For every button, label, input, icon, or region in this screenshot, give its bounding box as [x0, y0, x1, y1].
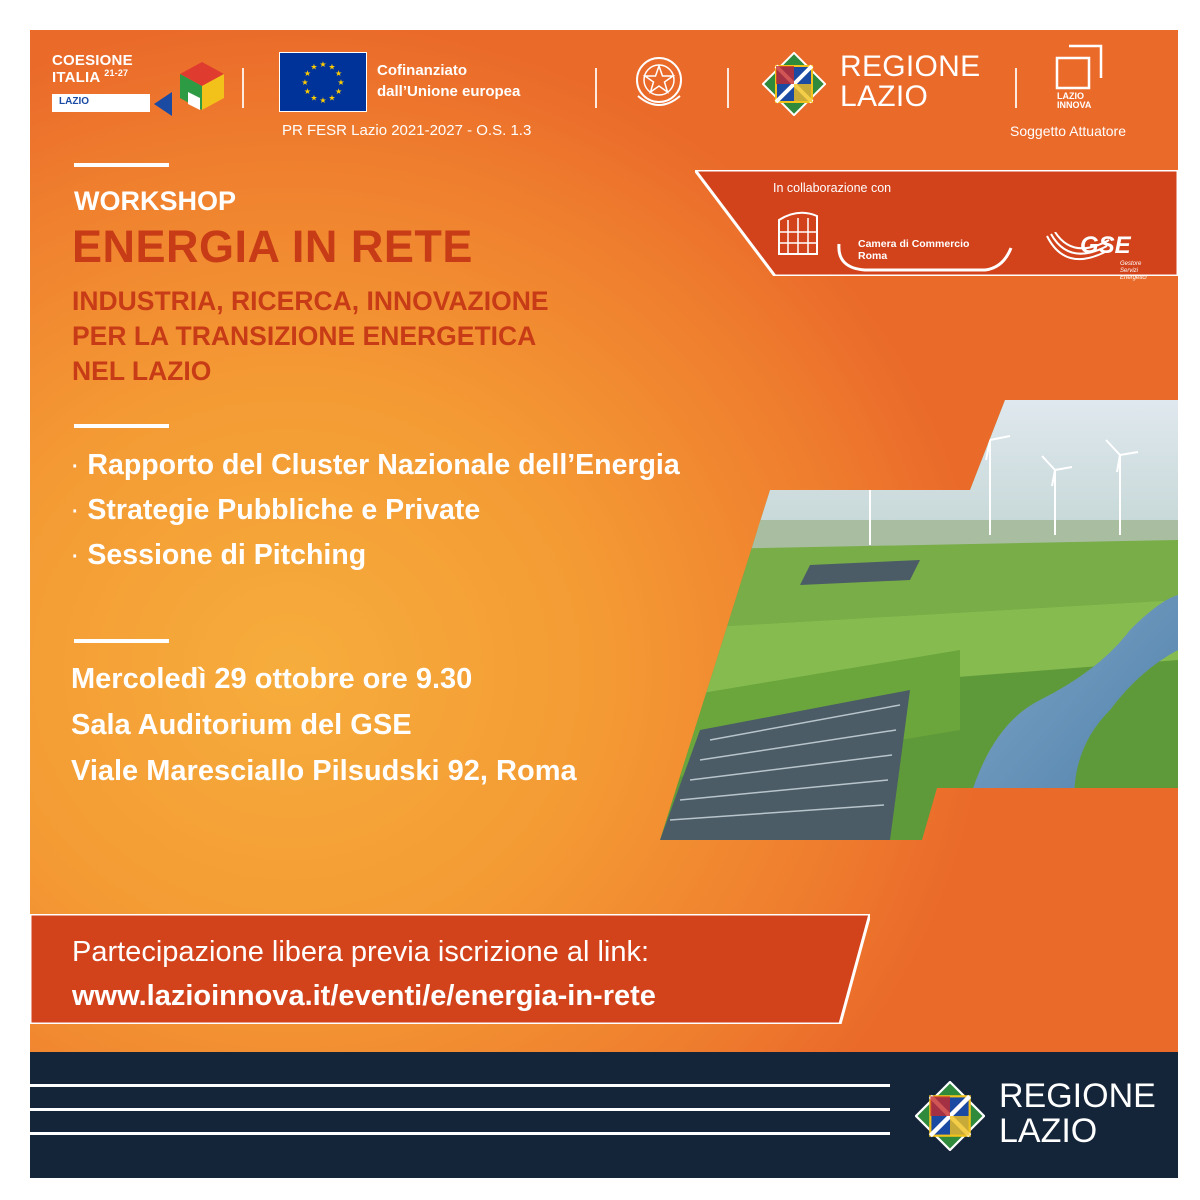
- gse-logo-text: GSE: [1080, 232, 1131, 259]
- event-subtitle: [72, 284, 549, 389]
- ccr-line2: Roma: [858, 250, 888, 262]
- event-details: [71, 656, 577, 794]
- lazio-innova-logo: [1055, 44, 1105, 114]
- gse-sub1: Gestore: [1120, 261, 1142, 267]
- eu-star: ★: [328, 93, 336, 103]
- collaboration-banner: [695, 170, 1178, 281]
- coesione-region: LAZIO: [59, 96, 89, 107]
- header-separator: [727, 68, 729, 108]
- event-poster: [30, 30, 1178, 1178]
- coesione-years: 21-27: [104, 68, 129, 78]
- eu-line2: dall’Unione europea: [377, 83, 521, 100]
- ccr-line1: Camera di Commercio: [858, 238, 970, 250]
- footer-line: [30, 1084, 890, 1087]
- gse-sub3: Energetici: [1120, 275, 1147, 281]
- footer-regione-line1: REGIONE: [999, 1077, 1156, 1115]
- divider-dash: [74, 163, 169, 167]
- agenda-item: · Rapporto del Cluster Nazionale dell’Energia: [70, 443, 680, 488]
- subtitle-line: PER LA TRANSIZIONE ENERGETICA: [72, 321, 537, 351]
- event-address: Viale Maresciallo Pilsudski 92, Roma: [71, 755, 577, 787]
- footer-regione-line2: LAZIO: [999, 1112, 1098, 1150]
- eu-star: ★: [335, 87, 343, 96]
- subtitle-line: INDUSTRIA, RICERCA, INNOVAZIONE: [72, 286, 549, 316]
- event-date: Mercoledì 29 ottobre ore 9.30: [71, 663, 473, 695]
- lazio-innova-square-icon: [1055, 44, 1103, 90]
- event-kicker: WORKSHOP: [74, 186, 236, 216]
- divider-dash: [74, 639, 169, 643]
- footer-regione-lazio-logo: [915, 1077, 1165, 1157]
- agenda-list: [70, 443, 680, 578]
- eu-flag-icon: [279, 52, 367, 112]
- divider-dash: [74, 424, 169, 428]
- eu-star: ★: [319, 60, 327, 69]
- eu-line1: Cofinanziato: [377, 62, 467, 79]
- regione-line1: REGIONE: [840, 50, 981, 83]
- program-label: PR FESR Lazio 2021-2027 - O.S. 1.3: [282, 122, 532, 139]
- coesione-italia-logo: [52, 52, 242, 132]
- eu-star: ★: [335, 69, 343, 78]
- agenda-item: · Sessione di Pitching: [70, 533, 680, 578]
- soggetto-attuatore-label: Soggetto Attuatore: [1010, 123, 1126, 139]
- eu-star: ★: [328, 62, 336, 72]
- landscape-photo: [660, 400, 1178, 840]
- collaboration-label: In collaborazione con: [773, 181, 892, 195]
- eu-star: ★: [303, 69, 311, 78]
- agenda-item: · Strategie Pubbliche e Private: [70, 488, 680, 533]
- eu-star: ★: [319, 96, 327, 105]
- header-separator: [595, 68, 597, 108]
- header-separator: [242, 68, 244, 108]
- eu-stars-icon: [280, 53, 366, 111]
- subtitle-line: NEL LAZIO: [72, 356, 212, 386]
- eu-star: ★: [337, 78, 345, 87]
- lazioinnova-line2: INNOVA: [1057, 100, 1092, 110]
- registration-text: Partecipazione libera previa iscrizione al link:: [72, 936, 650, 968]
- regione-lazio-logo: [760, 50, 990, 120]
- coesione-line1: COESIONE: [52, 52, 133, 69]
- regione-lazio-crest-icon: [915, 1081, 985, 1151]
- eu-star: ★: [301, 78, 309, 87]
- footer-line: [30, 1132, 890, 1135]
- colosseum-icon: [777, 206, 819, 256]
- event-venue: Sala Auditorium del GSE: [71, 709, 412, 741]
- coesione-cube-icon: [150, 52, 234, 122]
- event-title: ENERGIA IN RETE: [72, 221, 473, 272]
- lazioinnova-line1: LAZIO: [1057, 91, 1084, 101]
- header-separator: [1015, 68, 1017, 108]
- coesione-line2: ITALIA: [52, 69, 100, 86]
- eu-star: ★: [310, 93, 318, 103]
- ccr-swoosh-icon: [835, 240, 1015, 276]
- eu-star: ★: [303, 87, 311, 96]
- regione-line2: LAZIO: [840, 80, 929, 113]
- registration-link[interactable]: www.lazioinnova.it/eventi/e/energia-in-rete: [72, 980, 656, 1012]
- regione-lazio-crest-icon: [762, 52, 826, 116]
- italian-republic-emblem-icon: [628, 50, 690, 114]
- eu-star: ★: [310, 62, 318, 72]
- footer-line: [30, 1108, 890, 1111]
- gse-sub2: Servizi: [1120, 268, 1139, 274]
